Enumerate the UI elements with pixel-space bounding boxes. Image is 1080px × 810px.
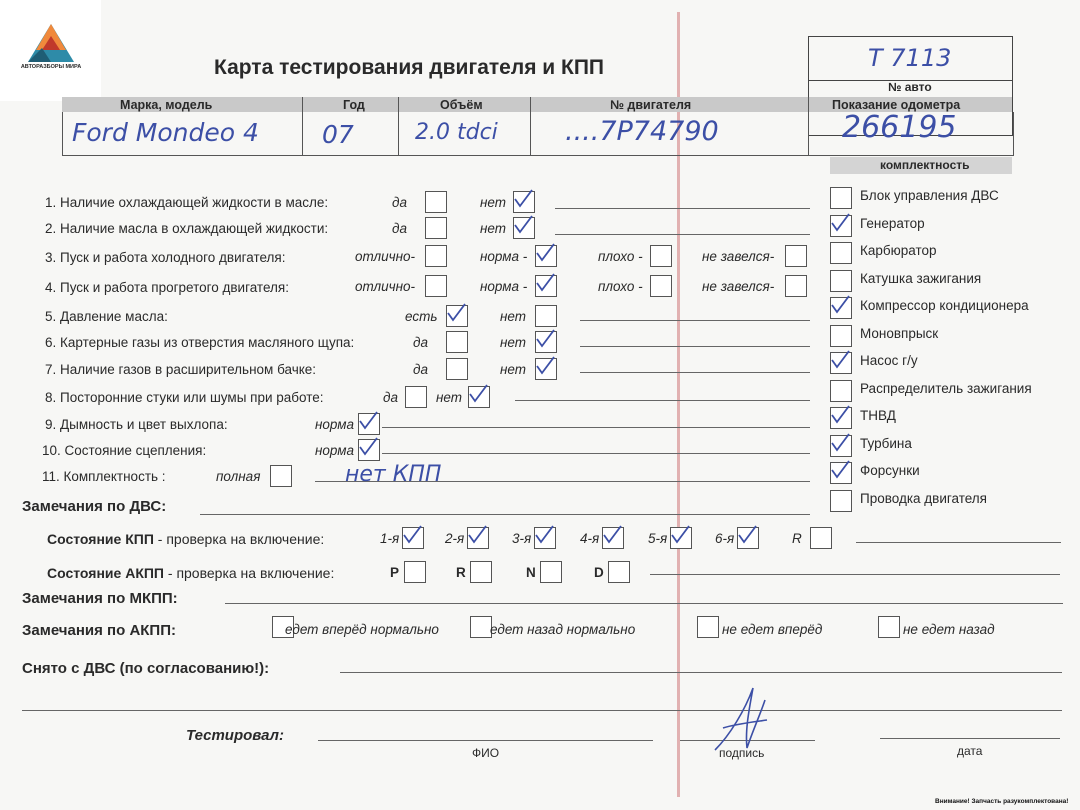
date-label: дата <box>957 744 983 758</box>
akpp-opt-box-3[interactable] <box>878 616 900 638</box>
akpp-opt-label-1: едет назад нормально <box>490 622 636 637</box>
opt-no-7: нет <box>500 362 527 377</box>
year-value: 07 <box>322 120 354 149</box>
komplekt-checkbox-0[interactable] <box>830 187 852 209</box>
komplekt-label-6: Насос г/у <box>860 353 918 368</box>
fio-label: ФИО <box>472 746 500 760</box>
page-title: Карта тестирования двигателя и КПП <box>214 56 605 79</box>
item-label-7: 8. Посторонние стуки или шумы при работе: <box>45 390 324 405</box>
item-label-4: 5. Давление масла: <box>45 309 168 324</box>
item8-no-check-icon <box>466 382 490 406</box>
header-year-label: Год <box>343 98 365 112</box>
gear-check-icon-2 <box>532 523 556 547</box>
gear-check-icon-5 <box>735 523 759 547</box>
volume-value: 2.0 tdci <box>415 120 498 145</box>
gear-check-icon-0 <box>400 523 424 547</box>
komplekt-check-icon-4 <box>828 293 852 317</box>
akpp-pos-label-1: R <box>456 565 466 580</box>
komplekt-check-icon-10 <box>828 458 852 482</box>
akpp-opt-label-3: не едет назад <box>903 622 995 637</box>
item-label-8: 9. Дымность и цвет выхлопа: <box>45 417 228 432</box>
item1-yes-box[interactable] <box>425 191 447 213</box>
item3-normal-check-icon <box>533 241 557 265</box>
gear-label-0: 1-я <box>380 531 400 546</box>
item5-no-box[interactable] <box>535 305 557 327</box>
item3-excellent-box[interactable] <box>425 245 447 267</box>
akpp-pos-label-0: P <box>390 565 400 580</box>
akpp-pos-box-1[interactable] <box>470 561 492 583</box>
item2-no-check-icon <box>511 213 535 237</box>
sign-label: подпись <box>719 746 765 760</box>
opt-norm-10: норма <box>315 443 355 458</box>
komplekt-label-1: Генератор <box>860 215 925 231</box>
gear-label-2: 3-я <box>512 531 532 546</box>
header-engine-label: № двигателя <box>610 98 692 112</box>
item-label-5: 6. Картерные газы из отверстия масляного щупа: <box>45 335 355 350</box>
item2-yes-box[interactable] <box>425 217 447 239</box>
akpp-pos-label-3: D <box>594 565 604 580</box>
komplekt-label-10: Форсунки <box>860 463 920 478</box>
item-label-1: 2. Наличие масла в охлаждающей жидкости: <box>45 221 329 236</box>
item11-full-box[interactable] <box>270 465 292 487</box>
odometer-value: 266195 <box>842 110 957 145</box>
akpp-opt-box-1[interactable] <box>470 616 492 638</box>
akpp-pos-box-2[interactable] <box>540 561 562 583</box>
opt-no-8: нет <box>436 390 463 405</box>
item-label-6: 7. Наличие газов в расширительном бачке: <box>45 362 317 377</box>
akpp-state-label: Состояние АКПП - проверка на включение: <box>47 565 335 581</box>
opt-no-5: нет <box>500 309 527 324</box>
item6-yes-box[interactable] <box>446 331 468 353</box>
item-label-9: 10. Состояние сцепления: <box>42 443 207 458</box>
mkpp-remarks-label: Замечания по МКПП: <box>22 590 178 607</box>
gear-check-icon-4 <box>668 523 692 547</box>
model-value: Ford Mondeo 4 <box>72 118 259 147</box>
company-logo <box>0 0 101 101</box>
handwritten-signature-icon <box>705 680 775 765</box>
komplekt-label-11: Проводка двигателя <box>860 490 987 506</box>
dvs-remarks-label: Замечания по ДВС: <box>22 498 167 515</box>
item4-bad-box[interactable] <box>650 275 672 297</box>
gear-check-icon-1 <box>465 523 489 547</box>
komplekt-label-9: Турбина <box>860 435 912 451</box>
opt-no-6: нет <box>500 335 527 350</box>
opt-present-5: есть <box>405 309 438 324</box>
akpp-pos-label-2: N <box>526 565 536 580</box>
item4-normal-check-icon <box>533 271 557 295</box>
komplekt-check-icon-6 <box>828 348 852 372</box>
komplekt-label-0: Блок управления ДВС <box>860 188 999 203</box>
item4-excellent-box[interactable] <box>425 275 447 297</box>
item-label-3: 4. Пуск и работа прогретого двигателя: <box>45 280 289 295</box>
item1-no-check-icon <box>511 187 535 211</box>
item10-norm-check-icon <box>356 435 380 459</box>
gear-check-icon-3 <box>600 523 624 547</box>
header-model-label: Марка, модель <box>120 98 213 112</box>
komplekt-check-icon-1 <box>828 211 852 235</box>
opt-full-11: полная <box>216 469 261 484</box>
opt-yes-7: да <box>413 362 428 377</box>
opt-excellent-3: отлично- <box>355 249 415 264</box>
handwritten-note: нет КПП <box>345 462 442 487</box>
opt-yes-2: да <box>392 221 407 236</box>
item7-no-check-icon <box>533 354 557 378</box>
komplekt-checkbox-5[interactable] <box>830 325 852 347</box>
item6-no-check-icon <box>533 327 557 351</box>
gear-box-6[interactable] <box>810 527 832 549</box>
komplekt-label-4: Компрессор кондиционера <box>860 298 1029 313</box>
komplekt-checkbox-7[interactable] <box>830 380 852 402</box>
opt-yes-8: да <box>383 390 398 405</box>
item3-bad-box[interactable] <box>650 245 672 267</box>
komplekt-checkbox-3[interactable] <box>830 270 852 292</box>
gear-label-5: 6-я <box>715 531 735 546</box>
item3-nostart-box[interactable] <box>785 245 807 267</box>
opt-normal-4: норма - <box>480 279 528 294</box>
item-label-0: 1. Наличие охлаждающей жидкости в масле: <box>45 195 329 210</box>
komplekt-check-icon-9 <box>828 431 852 455</box>
item7-yes-box[interactable] <box>446 358 468 380</box>
akpp-pos-box-0[interactable] <box>404 561 426 583</box>
opt-yes-1: да <box>392 195 407 210</box>
gear-label-6: R <box>792 531 802 546</box>
akpp-remarks-label: Замечания по АКПП: <box>22 622 176 639</box>
opt-normal-3: норма - <box>480 249 528 264</box>
engine-number-value: ....7P74790 <box>565 116 719 147</box>
komplekt-title: комплектность <box>880 158 970 172</box>
removed-label: Снято с ДВС (по согласованию!): <box>22 660 270 677</box>
komplekt-label-2: Карбюратор <box>860 243 937 258</box>
header-odometer-label: Показание одометра <box>832 98 961 112</box>
gear-label-3: 4-я <box>580 531 600 546</box>
opt-bad-3: плохо - <box>598 249 643 264</box>
item8-yes-box[interactable] <box>405 386 427 408</box>
item9-norm-check-icon <box>356 409 380 433</box>
kpp-state-label: Состояние КПП - проверка на включение: <box>47 531 325 547</box>
item-label-2: 3. Пуск и работа холодного двигателя: <box>45 250 286 265</box>
opt-nostart-3: не завелся- <box>702 249 775 264</box>
akpp-pos-box-3[interactable] <box>608 561 630 583</box>
opt-bad-4: плохо - <box>598 279 643 294</box>
opt-yes-6: да <box>413 335 428 350</box>
akpp-opt-box-2[interactable] <box>697 616 719 638</box>
tested-label: Тестировал: <box>186 727 284 744</box>
gear-label-4: 5-я <box>648 531 668 546</box>
akpp-opt-label-2: не едет вперёд <box>722 622 823 637</box>
komplekt-checkbox-11[interactable] <box>830 490 852 512</box>
item-label-10: 11. Комплектность : <box>42 469 166 484</box>
gear-label-1: 2-я <box>445 531 465 546</box>
item4-nostart-box[interactable] <box>785 275 807 297</box>
komplekt-label-5: Моновпрыск <box>860 325 939 341</box>
komplekt-label-3: Катушка зажигания <box>860 270 982 286</box>
opt-no-1: нет <box>480 195 507 210</box>
header-volume-label: Объём <box>440 98 483 112</box>
auto-number-value: Т 7113 <box>868 44 952 72</box>
opt-excellent-4: отлично- <box>355 279 415 294</box>
opt-norm-9: норма <box>315 417 355 432</box>
komplekt-label-8: ТНВД <box>860 408 896 423</box>
komplekt-checkbox-2[interactable] <box>830 242 852 264</box>
opt-no-2: нет <box>480 221 507 236</box>
auto-number-label: № авто <box>888 80 932 94</box>
opt-nostart-4: не завелся- <box>702 279 775 294</box>
logo-mountain-icon <box>26 22 76 64</box>
komplekt-label-7: Распределитель зажигания <box>860 380 1032 396</box>
komplekt-check-icon-8 <box>828 403 852 427</box>
akpp-opt-label-0: едет вперёд нормально <box>285 622 439 637</box>
logo-text: АВТОРАЗБОРЫ МИРА <box>20 64 82 70</box>
warning-text: Внимание! Запчасть разукомплектована! <box>935 798 1069 805</box>
item5-present-check-icon <box>444 301 468 325</box>
